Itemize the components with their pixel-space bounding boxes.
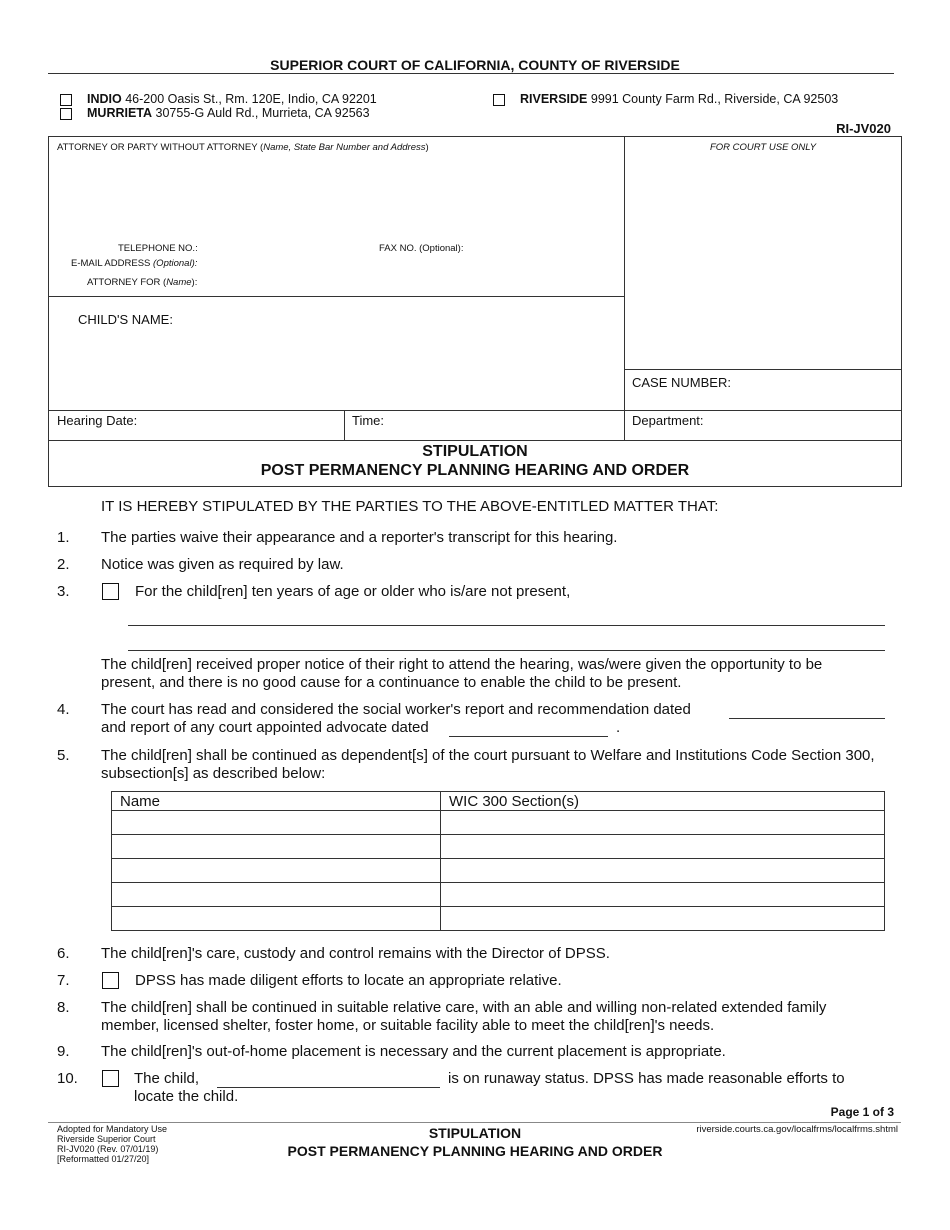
item-4-text-b: and report of any court appointed advocate dated	[101, 719, 429, 736]
indio-name: INDIO	[87, 92, 122, 106]
adopted-line-1: Adopted for Mandatory Use	[57, 1124, 168, 1134]
wic-section-column-header: WIC 300 Section(s)	[441, 792, 885, 811]
table-cell-section[interactable]	[441, 883, 885, 907]
item-3-number: 3.	[57, 583, 70, 600]
footer-subtitle: POST PERMANENCY PLANNING HEARING AND ORDER	[287, 1143, 663, 1159]
table-cell-name[interactable]	[112, 859, 441, 883]
email-label-text: E-MAIL ADDRESS	[71, 258, 154, 269]
item-5-number: 5.	[57, 747, 70, 764]
murrieta-name: MURRIETA	[87, 106, 153, 120]
stipulation-intro: IT IS HEREBY STIPULATED BY THE PARTIES TO THE ABOVE-ENTITLED MATTER THAT:	[101, 498, 719, 515]
table-row	[112, 811, 885, 835]
hearing-row-top-rule	[48, 410, 902, 411]
caption-box	[48, 136, 902, 487]
item-10-text-a: The child,	[134, 1070, 200, 1087]
item-9-text: The child[ren]'s out-of-home placement is necessary and the current placement is appropriate.	[101, 1043, 726, 1060]
fax-label: FAX NO. (Optional):	[379, 243, 464, 254]
item-6-number: 6.	[57, 945, 70, 962]
page-number: Page 1 of 3	[830, 1105, 894, 1119]
document-subtitle: POST PERMANENCY PLANNING HEARING AND ORDER	[260, 462, 690, 479]
footer-rule	[48, 1122, 901, 1123]
item-4-text-a: The court has read and considered the social worker's report and recommendation dated	[101, 701, 691, 718]
riverside-location	[520, 92, 838, 106]
item-1-text: The parties waive their appearance and a reporter's transcript for this hearing.	[101, 529, 618, 546]
footer-title: STIPULATION	[428, 1125, 522, 1141]
indio-location	[87, 92, 377, 106]
adopted-line-4: [Reformatted 01/27/20]	[57, 1154, 150, 1164]
attorney-label-text: ATTORNEY OR PARTY WITHOUT ATTORNEY (	[57, 142, 264, 153]
email-label	[71, 258, 197, 269]
item-10-text-c: locate the child.	[134, 1088, 239, 1105]
court-website-link[interactable]: riverside.courts.ca.gov/localfrms/localfrms.shtml	[696, 1124, 898, 1135]
item-10-checkbox[interactable]	[102, 1070, 119, 1087]
item-7-text: DPSS has made diligent efforts to locate an appropriate relative.	[135, 972, 562, 989]
social-worker-report-date-field[interactable]	[729, 718, 885, 719]
table-cell-section[interactable]	[441, 907, 885, 931]
table-row	[112, 835, 885, 859]
item-3-line-2[interactable]	[128, 650, 885, 651]
item-4-number: 4.	[57, 701, 70, 718]
court-title: SUPERIOR COURT OF CALIFORNIA, COUNTY OF RIVERSIDE	[270, 57, 680, 73]
case-number-label: CASE NUMBER:	[632, 375, 731, 390]
wic-section-table	[111, 791, 885, 931]
telephone-label: TELEPHONE NO.:	[118, 243, 198, 254]
table-header-row	[112, 792, 885, 811]
riverside-checkbox[interactable]	[493, 94, 505, 106]
attorney-label-close: )	[425, 142, 429, 153]
indio-checkbox[interactable]	[60, 94, 72, 106]
email-label-italic: (Optional):	[153, 258, 198, 269]
attorney-bottom-rule	[48, 296, 625, 297]
attorney-for-text: ATTORNEY FOR (	[87, 277, 167, 288]
attorney-label-italic: Name, State Bar Number and Address	[263, 142, 426, 153]
riverside-name: RIVERSIDE	[520, 92, 588, 106]
table-row	[112, 883, 885, 907]
attorney-label	[57, 142, 429, 153]
time-label: Time:	[352, 413, 385, 428]
hearing-time-divider	[344, 410, 345, 440]
table-cell-section[interactable]	[441, 811, 885, 835]
item-10-text-b: is on runaway status. DPSS has made reasonable efforts to	[448, 1070, 845, 1087]
item-6-text: The child[ren]'s care, custody and control remains with the Director of DPSS.	[101, 945, 610, 962]
case-number-top-rule	[624, 369, 902, 370]
item-3-text: For the child[ren] ten years of age or older who is/are not present,	[135, 583, 571, 600]
item-7-checkbox[interactable]	[102, 972, 119, 989]
attorney-for-italic: Name	[166, 277, 192, 288]
header-rule	[48, 73, 894, 74]
murrieta-checkbox[interactable]	[60, 108, 72, 120]
hearing-row-bottom-rule	[48, 440, 902, 441]
item-10-number: 10.	[57, 1070, 78, 1087]
court-use-label: FOR COURT USE ONLY	[709, 142, 817, 153]
item-3-notice-text: The child[ren] received proper notice of their right to attend the hearing, was/were given the opportunity to be present, and there is no good cause for a continuance to enable the child to be present.	[101, 656, 823, 691]
table-cell-name[interactable]	[112, 907, 441, 931]
table-cell-name[interactable]	[112, 811, 441, 835]
document-title: STIPULATION	[422, 443, 528, 460]
adopted-line-3: RI-JV020 (Rev. 07/01/19)	[57, 1144, 159, 1154]
adopted-line-2: Riverside Superior Court	[57, 1134, 156, 1144]
table-cell-name[interactable]	[112, 883, 441, 907]
item-8-text: The child[ren] shall be continued in suitable relative care, with an able and willing non-related extended family member, licensed shelter, foster home, or suitable facility able to meet the child[ren]'s needs.	[101, 999, 827, 1034]
table-cell-section[interactable]	[441, 859, 885, 883]
item-8-number: 8.	[57, 999, 70, 1016]
hearing-date-label: Hearing Date:	[57, 413, 138, 428]
department-label: Department:	[632, 413, 704, 428]
attorney-for-label	[87, 277, 197, 288]
item-2-text: Notice was given as required by law.	[101, 556, 344, 573]
child-name-label: CHILD'S NAME:	[78, 312, 173, 327]
item-5-text: The child[ren] shall be continued as dependent[s] of the court pursuant to Welfare and Institutions Code Section 300, subsection[s] as described below:	[101, 747, 875, 782]
table-cell-section[interactable]	[441, 835, 885, 859]
item-3-checkbox[interactable]	[102, 583, 119, 600]
item-7-number: 7.	[57, 972, 70, 989]
item-4-period: .	[616, 719, 621, 736]
indio-address: 46-200 Oasis St., Rm. 120E, Indio, CA 92201	[125, 92, 377, 106]
table-cell-name[interactable]	[112, 835, 441, 859]
item-9-number: 9.	[57, 1043, 70, 1060]
item-3-line-1[interactable]	[128, 625, 885, 626]
attorney-for-close: ):	[191, 277, 198, 288]
item-2-number: 2.	[57, 556, 70, 573]
runaway-child-name-field[interactable]	[217, 1087, 440, 1088]
murrieta-address: 30755-G Auld Rd., Murrieta, CA 92563	[155, 106, 370, 120]
caption-vertical-divider	[624, 136, 625, 440]
table-row	[112, 859, 885, 883]
form-id: RI-JV020	[836, 121, 891, 136]
name-column-header: Name	[112, 792, 441, 811]
advocate-report-date-field[interactable]	[449, 736, 608, 737]
table-row	[112, 907, 885, 931]
murrieta-location	[87, 106, 370, 120]
riverside-address: 9991 County Farm Rd., Riverside, CA 92503	[590, 92, 839, 106]
item-1-number: 1.	[57, 529, 70, 546]
